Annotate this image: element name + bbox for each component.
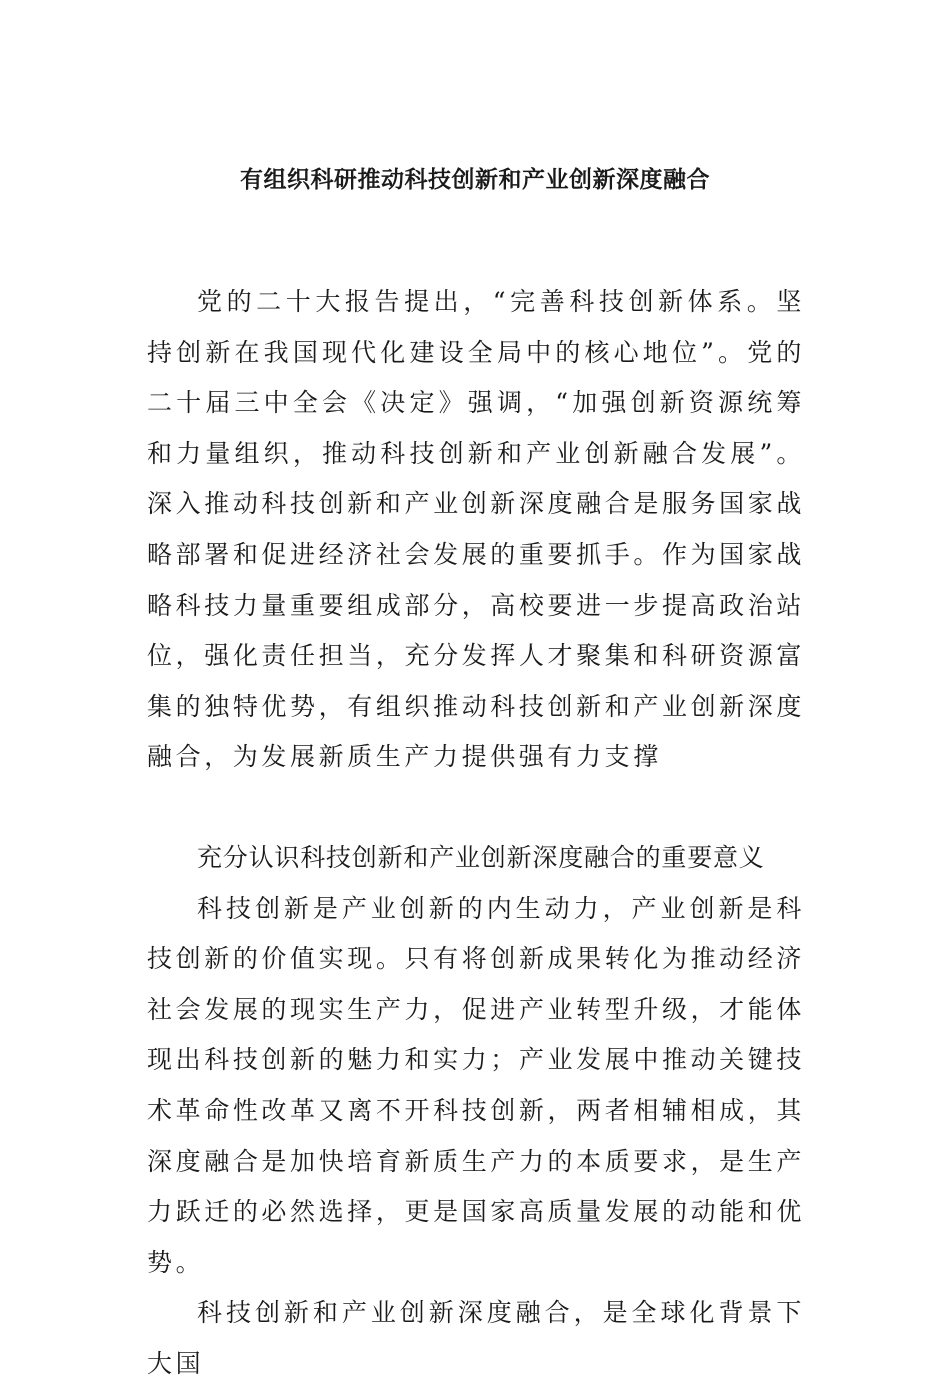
document-body: [147, 277, 805, 1389]
document-title: 有组织科研推动科技创新和产业创新深度融合: [240, 166, 710, 193]
section-paragraph-1: 科技创新是产业创新的内生动力，产业创新是科技创新的价值实现。只有将创新成果转化为推动经济社会发展的现实生产力，促进产业转型升级，才能体现出科技创新的魅力和实力；产业发展中推动关键技术革命性改革又离不开科技创新，两者相辅相成，其深度融合是加快培育新质生产力的本质要求，是生产力跃迁的必然选择，更是国家高质量发展的动能和优势。: [147, 893, 805, 1277]
section-paragraph-2: 科技创新和产业创新深度融合，是全球化背景下大国: [147, 1298, 805, 1378]
section-heading: 充分认识科技创新和产业创新深度融合的重要意义: [197, 842, 765, 872]
paragraph-gap: [147, 783, 805, 833]
intro-paragraph: 党的二十大报告提出，“完善科技创新体系。坚持创新在我国现代化建设全局中的核心地位”。党的二十届三中全会《决定》强调，“加强创新资源统筹和力量组织，推动科技创新和产业创新融合发展”。深入推动科技创新和产业创新深度融合是服务国家战略部署和促进经济社会发展的重要抓手。作为国家战略科技力量重要组成部分，高校要进一步提高政治站位，强化责任担当，充分发挥人才聚集和科研资源富集的独特优势，有组织推动科技创新和产业创新深度融合，为发展新质生产力提供强有力支撑: [147, 287, 805, 772]
